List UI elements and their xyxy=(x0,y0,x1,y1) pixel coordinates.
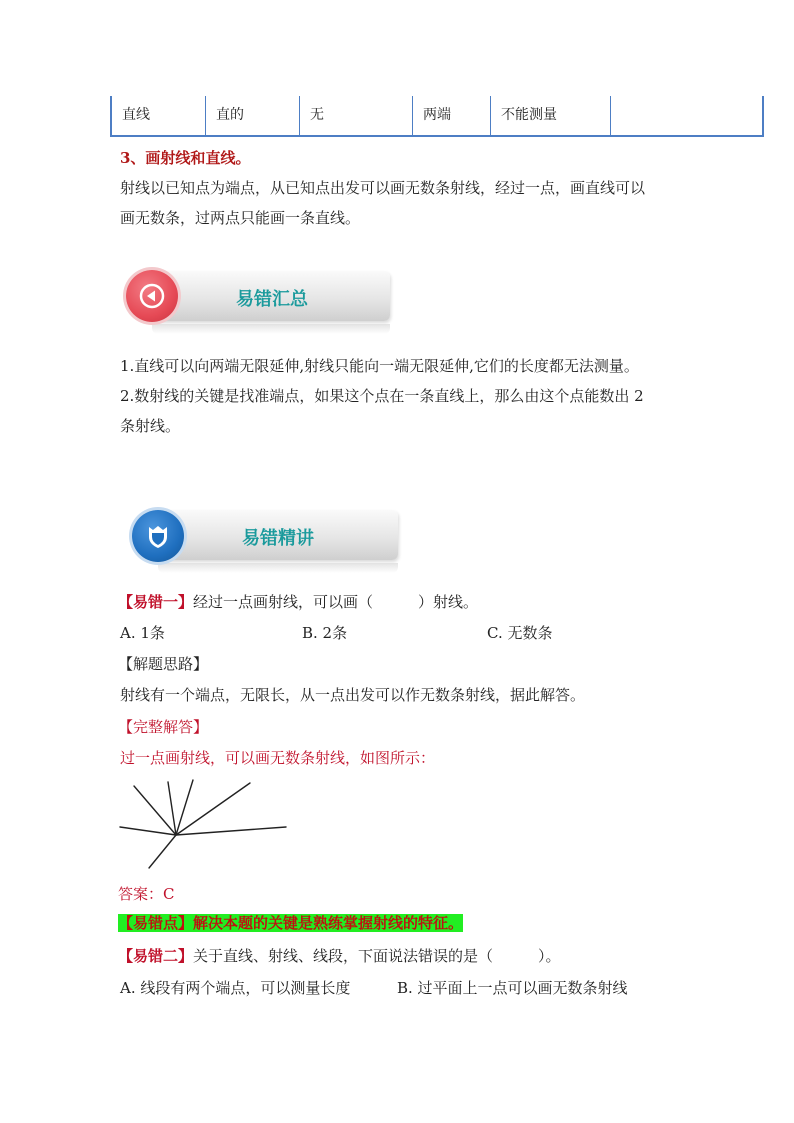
option-c: C. 无数条 xyxy=(487,624,553,642)
banner-title: 易错精讲 xyxy=(242,528,314,549)
section-heading: 3、画射线和直线。 xyxy=(120,149,251,167)
question-text: 经过一点画射线，可以画（ ）射线。 xyxy=(193,593,479,611)
table-cell xyxy=(611,96,761,135)
summary-item: 1.直线可以向两端无限延伸,射线只能向一端无限延伸,它们的长度都无法测量。 xyxy=(120,357,639,375)
summary-item: 2.数射线的关键是找准端点，如果这个点在一条直线上，那么由这个点能数出 2 xyxy=(120,387,644,405)
option-a: A. 1条 xyxy=(120,624,165,642)
play-back-icon xyxy=(126,270,178,322)
table-cell: 无 xyxy=(310,107,324,123)
answer-line: 答案：C xyxy=(118,885,175,903)
option-b: B. 2条 xyxy=(302,624,348,642)
answer-text: 过一点画射线，可以画无数条射线，如图所示： xyxy=(120,749,436,767)
error-point xyxy=(118,913,463,933)
answer-heading: 【完整解答】 xyxy=(118,718,209,736)
paragraph-line: 射线以已知点为端点，从已知点出发可以画无数条射线，经过一点，画直线可以 xyxy=(120,179,646,197)
error-tag: 【易错一】 xyxy=(118,593,194,611)
banner-badge xyxy=(132,510,184,562)
table-cell: 直线 xyxy=(122,107,150,123)
question-line xyxy=(118,592,478,612)
approach-heading: 【解题思路】 xyxy=(118,655,209,673)
banner-reflection xyxy=(152,324,390,334)
option-a: A. 线段有两个端点，可以测量长度 xyxy=(120,979,351,997)
question-text: 关于直线、射线、线段，下面说法错误的是（ ）。 xyxy=(193,947,561,965)
property-table xyxy=(110,96,764,137)
banner-reflection xyxy=(158,563,398,573)
option-b: B. 过平面上一点可以画无数条射线 xyxy=(397,979,628,997)
error-point-text: 解决本题的关键是熟练掌握射线的特征。 xyxy=(193,914,464,932)
table-cell: 不能测量 xyxy=(501,107,557,123)
paragraph-line: 画无数条，过两点只能画一条直线。 xyxy=(120,209,361,227)
question-line xyxy=(118,946,561,966)
approach-text: 射线有一个端点，无限长，从一点出发可以作无数条射线，据此解答。 xyxy=(120,686,586,704)
banner-badge xyxy=(126,270,178,322)
rays-figure xyxy=(116,778,290,872)
shield-icon xyxy=(132,510,184,562)
summary-item-continued: 条射线。 xyxy=(120,417,181,435)
error-point-tag: 【易错点】 xyxy=(118,914,194,932)
error-tag: 【易错二】 xyxy=(118,947,194,965)
banner-title: 易错汇总 xyxy=(236,289,308,310)
table-cell: 直的 xyxy=(216,107,244,123)
table-cell: 两端 xyxy=(423,107,451,123)
